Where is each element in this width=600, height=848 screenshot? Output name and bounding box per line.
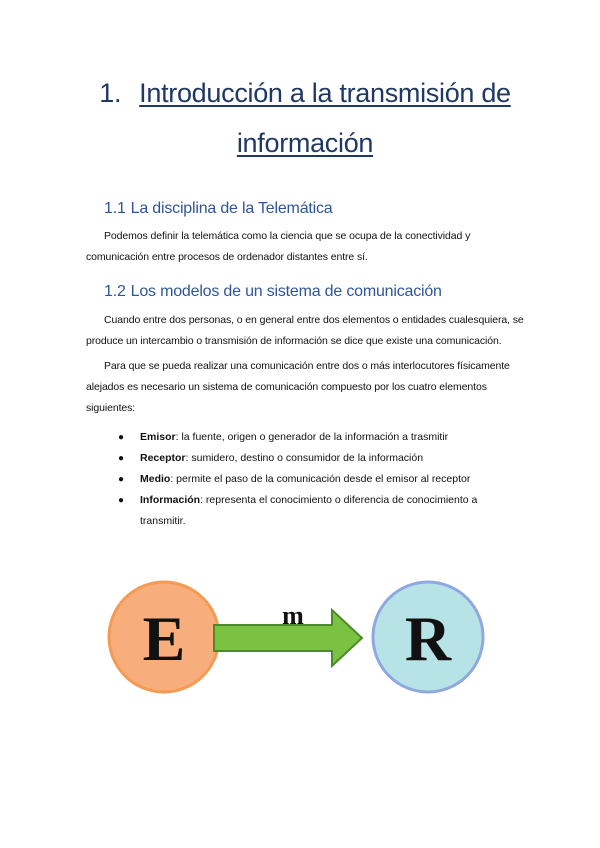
- list-item-informacion: ● Información: representa el conocimiento o diferencia de conocimiento a transmitir.: [118, 490, 498, 532]
- receiver-label: R: [404, 603, 452, 674]
- section-2-paragraph-1: Cuando entre dos personas, o en general entre dos elementos o entidades cualesquiera, se produce un intercambio o transmisión de información se dice que existe una comunicación.: [86, 314, 524, 347]
- bullet-icon: ●: [118, 474, 125, 485]
- title-line-2: información: [236, 128, 374, 158]
- message-label: m: [282, 601, 304, 630]
- section-1-number: 1.1: [104, 200, 126, 217]
- elements-list: [118, 427, 498, 532]
- title-line-1: Introducción a la transmisión de: [139, 78, 511, 108]
- section-2-title: Los modelos de un sistema de comunicación: [130, 283, 442, 300]
- list-item-receptor: ● Receptor: sumidero, destino o consumidor de la información: [118, 448, 498, 469]
- section-2-paragraph-2: Para que se pueda realizar una comunicación entre dos o más interlocutores físicamente alejados es necesario un sistema de comunicación compuesto por los cuatro elementos siguientes:: [86, 360, 510, 414]
- section-1-title: La disciplina de la Telemática: [130, 200, 333, 217]
- section-2-heading: [104, 283, 442, 301]
- list-item-medio: ● Medio: permite el paso de la comunicación desde el emisor al receptor: [118, 469, 498, 490]
- section-2-number: 1.2: [104, 283, 126, 300]
- section-1-paragraph: Podemos definir la telemática como la ciencia que se ocupa de la conectividad y comunicación entre procesos de ordenador distantes entre sí.: [86, 230, 471, 263]
- bullet-icon: ●: [118, 432, 125, 443]
- emitter-label: E: [142, 603, 186, 674]
- section-1-heading: [104, 200, 333, 218]
- list-item-emisor: ● Emisor: la fuente, origen o generador de la información a trasmitir: [118, 427, 498, 448]
- title-number: 1.: [99, 78, 122, 108]
- communication-diagram: [104, 580, 494, 700]
- page-title: [60, 68, 550, 168]
- bullet-icon: ●: [118, 495, 125, 506]
- bullet-icon: ●: [118, 453, 125, 464]
